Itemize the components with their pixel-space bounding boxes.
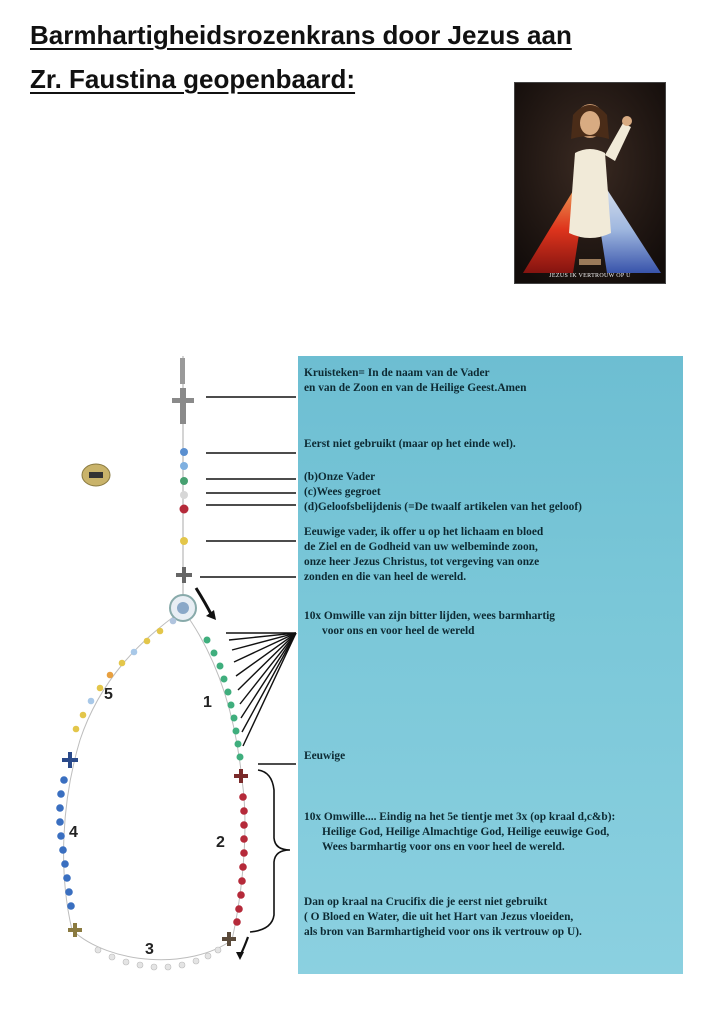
instruction-closing: 10x Omwille.... Eindig na het 5e tientje met 3x (op kraal d,c&b): Heilige God, Heilige Almachtige God, Heilige eeuwige God, Wees barmhartig voor ons en voor heel de wereld. bbox=[304, 811, 616, 853]
instruction-eternal-father: Eeuwige vader, ik offer u op het lichaam en bloed de Ziel en de Godheid van uw welbeminde zoon, onze heer Jezus Christus, tot vergeving van onze zonden en die van heel de wereld. bbox=[304, 526, 544, 583]
decade-number-2: 2 bbox=[216, 834, 225, 851]
instruction-decade: 10x Omwille van zijn bitter lijden, wees barmhartig voor ons en voor heel de wereld bbox=[304, 610, 555, 637]
cross-bead-3 bbox=[222, 932, 236, 946]
decade-number-5: 5 bbox=[104, 686, 113, 703]
decade-number-1: 1 bbox=[203, 694, 212, 711]
pointer-lines bbox=[200, 397, 296, 764]
cross-bead-top bbox=[176, 567, 192, 583]
decade-3-beads bbox=[95, 947, 221, 970]
divine-mercy-image bbox=[514, 82, 666, 284]
instruction-hail-mary: (c)Wees gegroet bbox=[304, 486, 381, 498]
rosary-diagram bbox=[0, 350, 300, 990]
crucifix-top bbox=[172, 358, 194, 424]
decade-2-beads bbox=[233, 793, 248, 926]
instruction-our-father: (b)Onze Vader bbox=[304, 471, 376, 483]
decade-5-beads bbox=[73, 618, 177, 733]
chaplet-medal-side bbox=[82, 464, 110, 486]
cross-bead-4 bbox=[68, 923, 82, 937]
decade-number-3: 3 bbox=[145, 941, 154, 958]
instruction-final-prayer: Dan op kraal na Crucifix die je eerst niet gebruikt ( O Bloed en Water, die uit het Hart van Jezus vloeiden, als bron van Barmhartigheid voor ons ik vertrouw op U). bbox=[304, 896, 582, 938]
instruction-sign-of-cross: Kruisteken= In de naam van de Vader en van de Zoon en van de Heilige Geest.Amen bbox=[304, 367, 527, 394]
cross-bead-2 bbox=[234, 769, 248, 783]
rosary-chain bbox=[64, 610, 245, 960]
instruction-first-bead: Eerst niet gebruikt (maar op het einde wel). bbox=[304, 438, 516, 450]
page-title-line-2: Zr. Faustina geopenbaard: bbox=[30, 64, 356, 94]
image-caption: JEZUS IK VERTROUW OP U bbox=[549, 273, 631, 279]
page-title-line-1: Barmhartigheidsrozenkrans door Jezus aan bbox=[30, 20, 572, 50]
instruction-eternal: Eeuwige bbox=[304, 750, 346, 762]
decade-number-4: 4 bbox=[69, 824, 78, 841]
decade-bracket bbox=[250, 770, 290, 932]
instruction-creed: (d)Geloofsbelijdenis (=De twaalf artikelen van het geloof) bbox=[304, 501, 582, 513]
direction-arrow bbox=[196, 588, 212, 616]
